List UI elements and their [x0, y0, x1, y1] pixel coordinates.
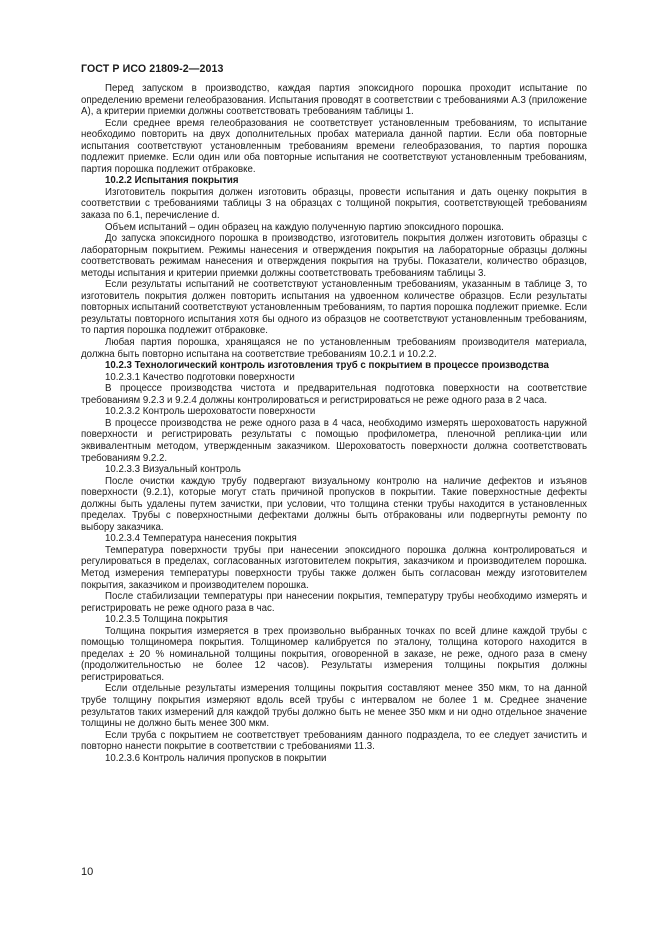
paragraph: Если труба с покрытием не соответствует требованиям данного подраздела, то ее следует зачистить и повторно нанести покрытие в соответствии с требованиями 11.3.: [81, 729, 587, 753]
page-number: 10: [81, 866, 94, 878]
section-heading: 10.2.3 Технологический контроль изготовления труб с покрытием в процессе производства: [105, 360, 549, 372]
paragraph: Перед запуском в производство, каждая партия эпоксидного порошка проходит испытание по определению времени гелеобразования. Испытания проводят в соответствии с требованиями А.3 (приложение А), а критерии приемки должны соответствовать требованиям таблицы 1.: [81, 83, 587, 118]
paragraph: Объем испытаний – один образец на каждую полученную партию эпоксидного порошка.: [105, 221, 504, 233]
paragraph: В процессе производства чистота и предварительная подготовка поверхности на соответствие требованиям 9.2.3 и 9.2.4 должны контролироваться и регистрироваться не реже одного раза в 2 часа.: [81, 383, 587, 406]
paragraph: Толщина покрытия измеряется в трех произвольно выбранных точках по всей длине каждой трубы с помощью толщиномера покрытия. Толщиномер калибруется по эталону, толщина которого находится в пределах ± 20 % номинальной толщины покрытия, оговоренной в заказе, не реже, одного раза в смену (продолжительностью не более 12 часов). Результаты измерения толщины покрытия должны регистрироваться.: [81, 625, 587, 683]
paragraph: Температура поверхности трубы при нанесении эпоксидного порошка должна контролироваться и регулироваться в пределах, согласованных изготовителем покрытия, заказчиком и производителем порошка. Метод измерения температуры поверхности трубы также должен быть согласован между изготовителем покрытия, заказчиком и производителем порошка.: [81, 544, 587, 591]
paragraph: Если среднее время гелеобразования не соответствует установленным требованиям, то испытание необходимо повторить на двух дополнительных пробах материала данной партии. Если оба повторные испытания соответствуют установленным требованиям времени гелеобразования, то партия порошка подлежит приемке. Если один или оба повторные испытания не соответствуют установленным требованиям, партия порошка подлежит отбраковке.: [81, 117, 587, 175]
subsection-heading: 10.2.3.1 Качество подготовки поверхности: [105, 371, 295, 383]
subsection-heading: 10.2.3.2 Контроль шероховатости поверхности: [105, 406, 316, 418]
subsection-heading: 10.2.3.5 Толщина покрытия: [105, 614, 228, 626]
paragraph: В процессе производства не реже одного раза в 4 часа, необходимо измерять шероховатость наружной поверхности и регистрировать результаты с помощью профилометра, пленочной реплика-ции или эквивалентным методом, утвержденным заказчиком. Шероховатость поверхности должна соответствовать требованиям 9.2.2.: [81, 417, 587, 464]
paragraph: Если результаты испытаний не соответствуют установленным требованиям, указанным в таблице 3, то изготовитель покрытия должен повторить испытания на удвоенном количестве образцов. Если результаты повторных испытаний соответствуют установленным требованиям, то партия порошка подлежит приемке. Если результаты повторного испытания хотя бы одного из образцов не соответствуют установленным требованиям, то партия порошка подлежит отбраковке.: [81, 279, 587, 337]
paragraph: Если отдельные результаты измерения толщины покрытия составляют менее 350 мкм, то на данной трубе толщину покрытия измеряют вдоль всей трубы с интервалом не более 1 м. Среднее значение результатов таких измерений для каждой трубы должно быть не менее 350 мкм и ни одно отдельное значение толщины не должно быть менее 300 мкм.: [81, 683, 587, 730]
subsection-heading: 10.2.3.3 Визуальный контроль: [105, 464, 241, 476]
paragraph: Любая партия порошка, хранящаяся не по установленным требованиям производителя материала, должна быть повторно испытана на соответствие требованиям 10.2.1 и 10.2.2.: [81, 337, 587, 360]
section-heading: 10.2.2 Испытания покрытия: [105, 175, 239, 187]
subsection-heading: 10.2.3.4 Температура нанесения покрытия: [105, 533, 297, 545]
subsection-heading: 10.2.3.6 Контроль наличия пропусков в покрытии: [105, 752, 327, 764]
document-body: [81, 83, 587, 764]
paragraph: После стабилизации температуры при нанесении покрытия, температуру трубы необходимо измерять и регистрировать не реже одного раза в час.: [81, 591, 587, 614]
paragraph: До запуска эпоксидного порошка в производство, изготовитель покрытия должен изготовить образцы с лабораторным покрытием. Режимы нанесения и отверждения покрытия на лабораторные образцы должны соответствовать режимам нанесения и отверждения покрытия на трубы. Показатели, количество образцов, методы испытания и критерии приемки должны соответствовать требованиям таблицы 3.: [81, 233, 587, 279]
document-header: ГОСТ Р ИСО 21809-2—2013: [81, 63, 224, 75]
paragraph: После очистки каждую трубу подвергают визуальному контролю на наличие дефектов и изъянов поверхности (9.2.1), которые могут стать причиной пропусков в покрытии. Такие поверхностные дефекты должны быть удалены путем зачистки, при условии, что толщина стенки трубы находится в установленных пределах. Трубы с поверхностными дефектами должны быть отбракованы или подвергнуты ремонту по выбору заказчика.: [81, 475, 587, 533]
paragraph: Изготовитель покрытия должен изготовить образцы, провести испытания и дать оценку покрытия в соответствии с требованиями таблицы 3 на образцах с толщиной покрытия, соответствующей требованиям заказа по 6.1, перечисление d.: [81, 186, 587, 222]
